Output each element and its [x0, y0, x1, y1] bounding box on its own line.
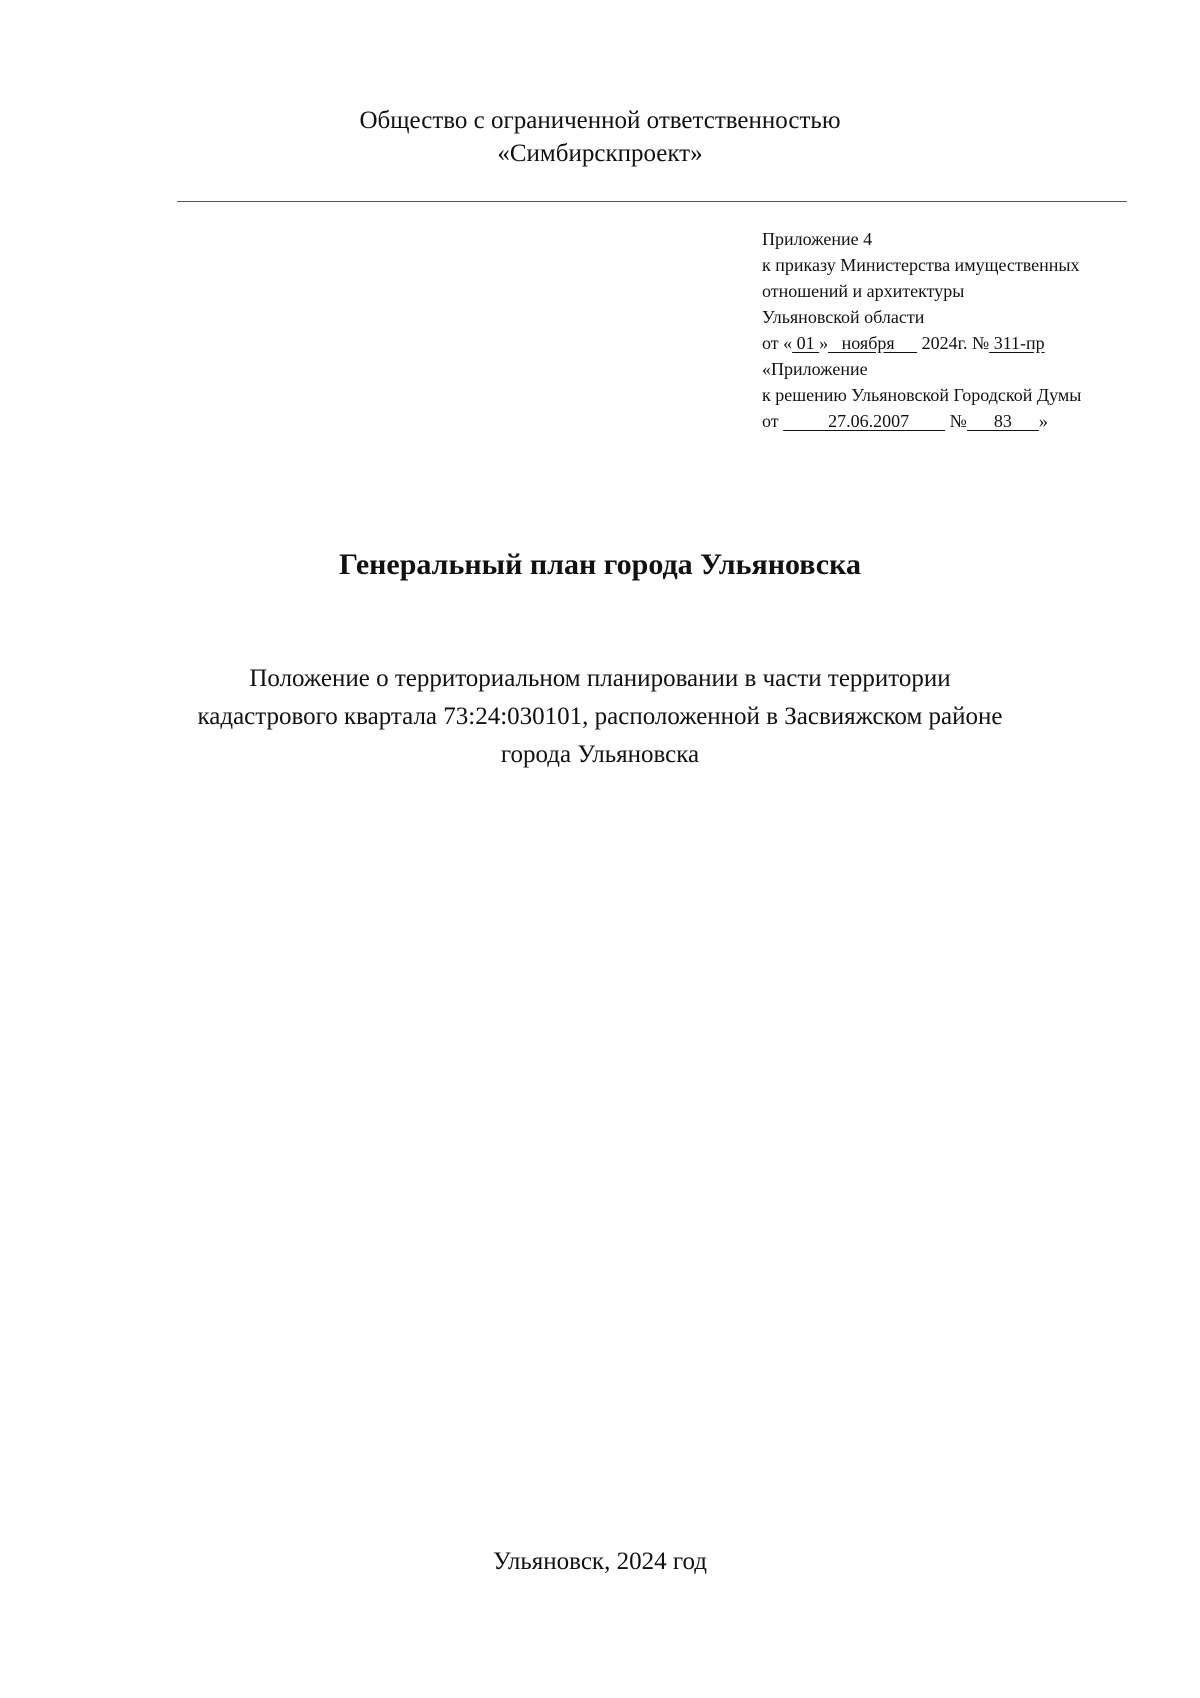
decision-number: 83	[966, 411, 1039, 431]
order-day: 01	[792, 333, 820, 353]
organization-header	[0, 104, 1200, 170]
appendix-ministry: отношений и архитектуры	[762, 281, 965, 301]
appendix-attachment-label: «Приложение	[762, 359, 868, 379]
subtitle-line3: города Ульяновска	[500, 741, 700, 768]
appendix-region: Ульяновской области	[762, 307, 925, 327]
subtitle-line1: Положение о территориальном планировании в части территории	[249, 665, 951, 692]
organization-name-line2: «Симбирскпроект»	[497, 140, 703, 167]
appendix-number: Приложение 4	[762, 229, 873, 249]
order-year: 2024г. №	[917, 333, 990, 353]
organization-name-line1: Общество с ограниченной ответственностью	[359, 107, 841, 134]
appendix-order-date-line	[762, 330, 1182, 356]
decision-date-prefix: от	[762, 411, 784, 431]
decision-number-label: №	[945, 411, 967, 431]
order-date-prefix: от «	[762, 333, 793, 353]
appendix-order-ref: к приказу Министерства имущественных	[762, 255, 1080, 275]
appendix-decision-ref: к решению Ульяновской Городской Думы	[762, 385, 1082, 405]
decision-suffix: »	[1038, 411, 1048, 431]
appendix-decision-date-line	[762, 408, 1182, 434]
document-title: Генеральный план города Ульяновска	[339, 548, 861, 581]
appendix-block	[762, 226, 1182, 434]
decision-date: 27.06.2007	[783, 411, 946, 431]
order-month: ноября	[828, 333, 918, 353]
document-subtitle	[160, 660, 1040, 774]
header-divider	[177, 201, 1127, 202]
order-number: 311-пр	[989, 333, 1045, 353]
subtitle-line2: кадастрового квартала 73:24:030101, расположенной в Засвияжском районе	[197, 703, 1003, 730]
order-date-mid: »	[819, 333, 829, 353]
document-footer: Ульяновск, 2024 год	[493, 1548, 707, 1575]
